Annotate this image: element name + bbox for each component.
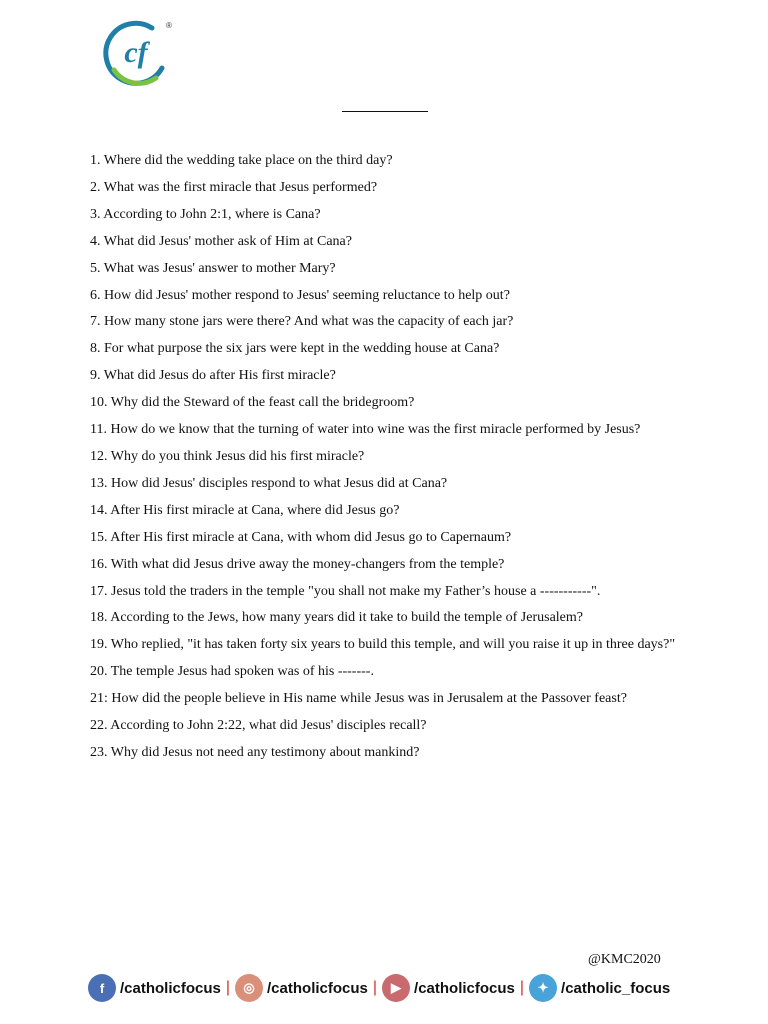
social-handle: /catholicfocus: [120, 979, 221, 997]
question-list: [90, 148, 678, 767]
question-item: 23. Why did Jesus not need any testimony about mankind?: [90, 744, 420, 760]
question-item: 7. How many stone jars were there? And what was the capacity of each jar?: [90, 314, 514, 330]
question-item: 3. According to John 2:1, where is Cana?: [90, 206, 321, 222]
question-item: 2. What was the first miracle that Jesus performed?: [90, 179, 378, 195]
question-item: 17. Jesus told the traders in the temple "you shall not make my Father’s house a -----------".: [90, 583, 601, 599]
footer-separator: |: [372, 979, 378, 996]
question-item: 20. The temple Jesus had spoken was of his -------.: [90, 664, 374, 680]
social-link[interactable]: [88, 974, 221, 1002]
social-handle: /catholicfocus: [267, 979, 368, 997]
youtube-icon: ▶: [382, 974, 410, 1002]
registered-mark: ®: [166, 21, 172, 30]
logo-mark-icon: [100, 16, 174, 90]
question-item: 10. Why did the Steward of the feast call the bridegroom?: [90, 395, 415, 411]
social-link[interactable]: [529, 974, 670, 1002]
question-item: 19. Who replied, "it has taken forty six years to build this temple, and will you raise it up in three days?": [90, 637, 676, 653]
social-footer: [88, 968, 718, 1008]
question-item: 14. After His first miracle at Cana, where did Jesus go?: [90, 502, 400, 518]
question-item: 21: How did the people believe in His name while Jesus was in Jerusalem at the Passover feast?: [90, 691, 627, 707]
question-item: 6. How did Jesus' mother respond to Jesus' seeming reluctance to help out?: [90, 287, 510, 303]
facebook-icon: f: [88, 974, 116, 1002]
logo-text: cf: [124, 36, 148, 69]
question-item: 13. How did Jesus' disciples respond to what Jesus did at Cana?: [90, 475, 448, 491]
question-item: 5. What was Jesus' answer to mother Mary?: [90, 260, 336, 276]
question-item: 12. Why do you think Jesus did his first miracle?: [90, 448, 365, 464]
instagram-icon: ◎: [235, 974, 263, 1002]
question-item: 9. What did Jesus do after His first miracle?: [90, 368, 336, 384]
question-item: 4. What did Jesus' mother ask of Him at Cana?: [90, 233, 352, 249]
question-item: 18. According to the Jews, how many years did it take to build the temple of Jerusalem?: [90, 610, 583, 626]
question-item: 22. According to John 2:22, what did Jesus' disciples recall?: [90, 718, 427, 734]
question-item: 8. For what purpose the six jars were kept in the wedding house at Cana?: [90, 341, 500, 357]
question-item: 16. With what did Jesus drive away the money-changers from the temple?: [90, 556, 505, 572]
social-link[interactable]: [382, 974, 515, 1002]
footer-separator: |: [225, 979, 231, 996]
social-link[interactable]: [235, 974, 368, 1002]
question-item: 15. After His first miracle at Cana, with whom did Jesus go to Capernaum?: [90, 529, 512, 545]
footer-separator: |: [519, 979, 525, 996]
title-underline: [342, 111, 428, 112]
social-handle: /catholicfocus: [414, 979, 515, 997]
question-item: 1. Where did the wedding take place on the third day?: [90, 153, 393, 168]
question-item: 11. How do we know that the turning of water into wine was the first miracle performed by Jesus?: [90, 422, 641, 438]
social-handle: /catholic_focus: [561, 979, 671, 997]
copyright-text: @KMC2020: [588, 952, 661, 967]
catholic-focus-logo: [100, 16, 174, 90]
twitter-icon: ✦: [529, 974, 557, 1002]
